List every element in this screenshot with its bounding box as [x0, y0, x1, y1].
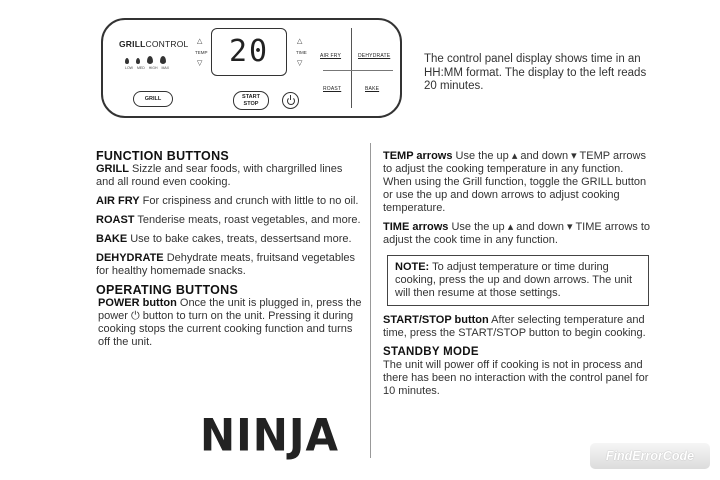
- flame-icon: [125, 58, 129, 64]
- display-value: 20: [228, 34, 270, 69]
- time-display: [211, 28, 287, 76]
- panel-caption: The control panel display shows time in an HH:MM format. The display to the left reads 20 minutes.: [424, 53, 647, 92]
- roast-label: ROAST: [323, 86, 342, 92]
- controls-column: [383, 150, 651, 404]
- column-divider: [370, 143, 371, 458]
- function-buttons-column: [96, 150, 362, 355]
- desc-temp-arrows: TEMP arrows Use the up ▴ and down ▾ TEMP arrows to adjust the cooking temperature in any function. When using the Grill function, toggle the GRILL button or use the up and down arrows to adjust cooking temperature.: [383, 150, 647, 214]
- time-label: TIME: [296, 50, 307, 55]
- desc-roast: ROAST Tenderise meats, roast vegetables, and more.: [96, 214, 361, 226]
- control-panel: [101, 18, 402, 118]
- flame-icon: [160, 56, 166, 64]
- note-box: NOTE: To adjust temperature or time during cooking, press the up and down arrows. The unit will then resume at those settings.: [387, 255, 649, 306]
- power-icon: [282, 92, 299, 109]
- flame-icon: [147, 56, 153, 64]
- desc-power: POWER button Once the unit is plugged in, press the power ⏻ button to turn on the unit. Pressing it during cooking stops the current cooking function and turns off the unit.: [98, 297, 362, 348]
- temp-label: TEMP: [195, 50, 208, 55]
- section-heading: FUNCTION BUTTONS: [96, 149, 230, 163]
- desc-dehydrate: DEHYDRATE Dehydrate meats, fruitsand vegetables for healthy homemade snacks.: [96, 252, 356, 277]
- desc-air-fry: AIR FRY For crispiness and crunch with little to no oil.: [96, 195, 359, 207]
- section-heading: OPERATING BUTTONS: [96, 283, 239, 297]
- divider: [351, 28, 352, 108]
- grill-control-title: GRILLCONTROL: [119, 39, 189, 49]
- heat-level-indicator: LOW MED HIGH MAX: [125, 56, 175, 78]
- desc-start-stop: START/STOP button After selecting temperature and time, press the START/STOP button to begin cooking.: [383, 314, 646, 339]
- watermark: FindErrorCode: [590, 443, 710, 469]
- divider: [323, 70, 393, 71]
- temp-up-arrow-icon: △: [197, 38, 203, 45]
- air-fry-label: AIR FRY: [320, 53, 342, 59]
- start-stop-button: START STOP: [233, 91, 269, 110]
- time-up-arrow-icon: △: [297, 38, 303, 45]
- standby-heading: STANDBY MODE: [383, 346, 479, 358]
- time-down-arrow-icon: ▽: [297, 60, 303, 67]
- temp-down-arrow-icon: ▽: [197, 60, 203, 67]
- flame-icon: [136, 58, 140, 64]
- ninja-logo: NINJA: [200, 409, 340, 462]
- desc-standby: The unit will power off if cooking is not in process and there has been no interaction with the control panel for 10 minutes.: [383, 359, 649, 397]
- desc-grill: GRILL Sizzle and sear foods, with chargrilled lines and all round even cooking.: [96, 163, 343, 188]
- desc-time-arrows: TIME arrows Use the up ▴ and down ▾ TIME arrows to adjust the cook time in any function.: [383, 221, 651, 246]
- desc-bake: BAKE Use to bake cakes, treats, dessertsand more.: [96, 233, 352, 245]
- grill-button: GRILL: [133, 91, 173, 107]
- dehydrate-label: DEHYDRATE: [358, 53, 391, 59]
- bake-label: BAKE: [365, 86, 380, 92]
